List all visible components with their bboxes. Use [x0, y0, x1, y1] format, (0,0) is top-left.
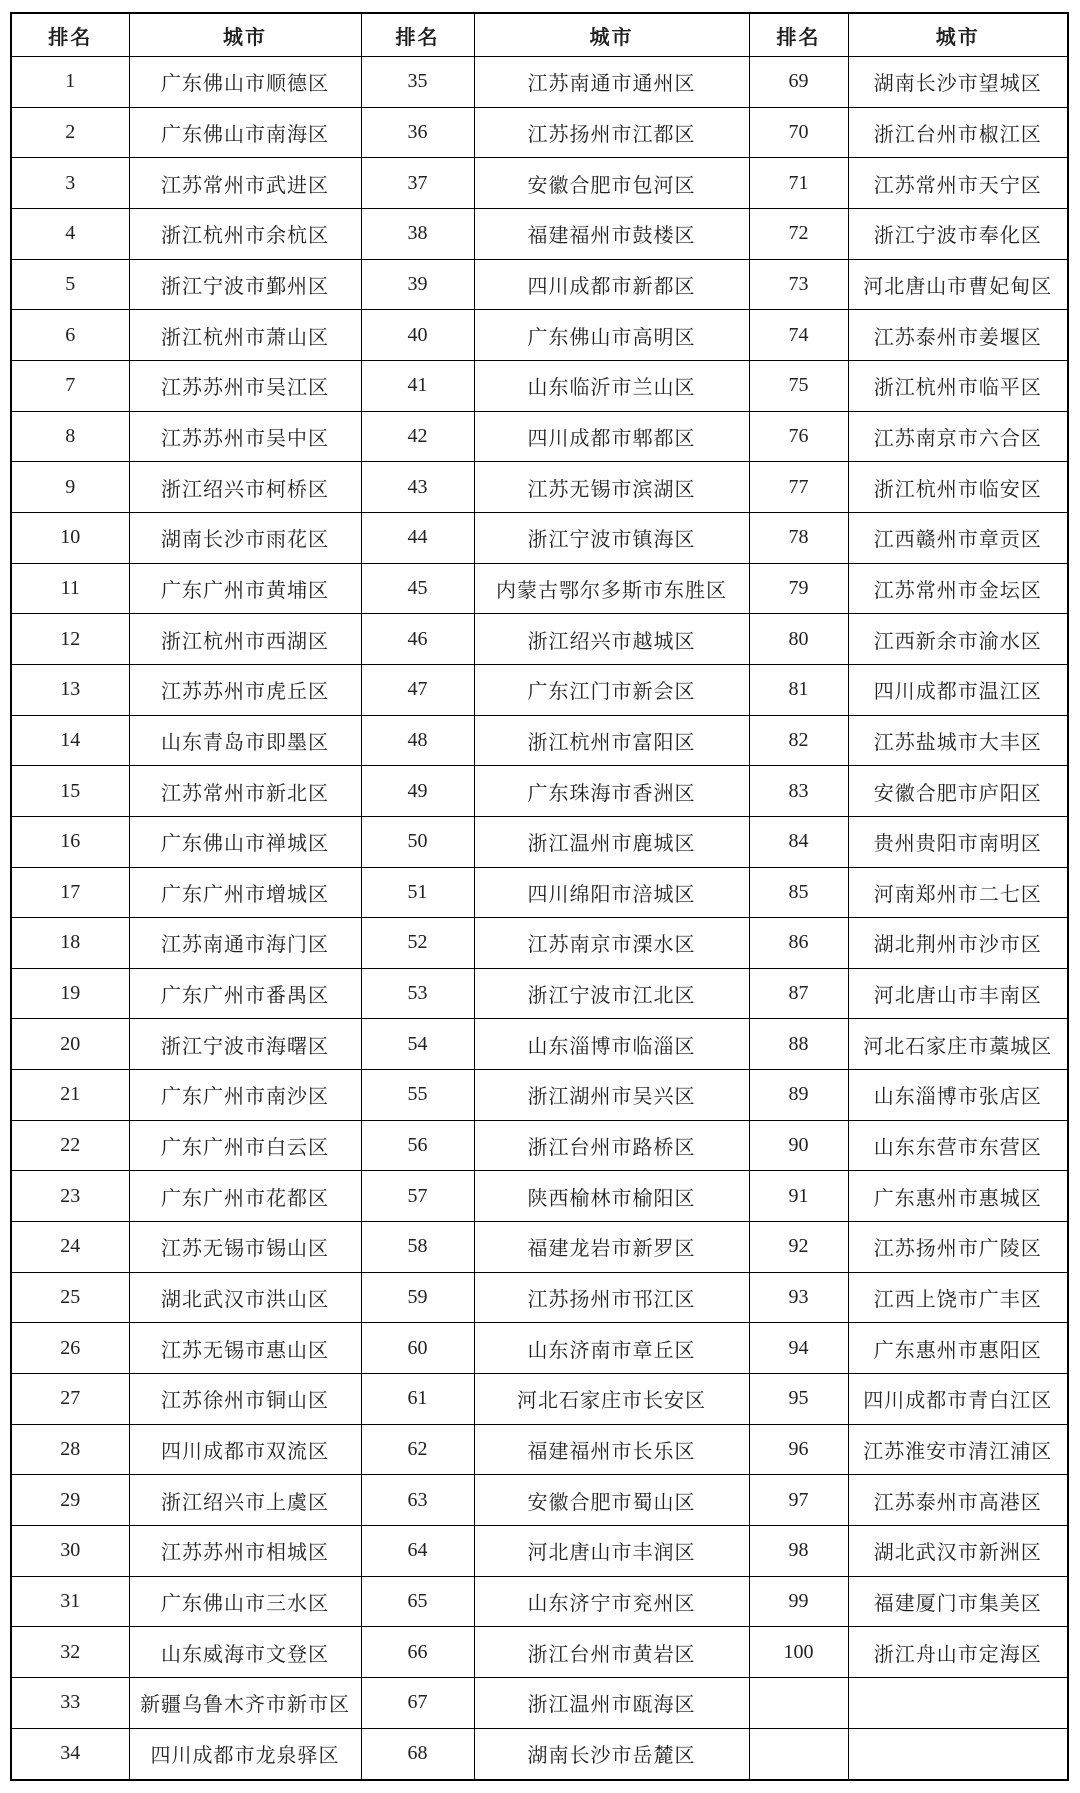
rank-cell: 34: [11, 1728, 129, 1780]
rank-cell: 18: [11, 918, 129, 969]
table-row: [11, 1272, 1068, 1323]
header-rank-col1: 排名: [11, 13, 129, 57]
rank-cell: 31: [11, 1576, 129, 1627]
table-row: [11, 107, 1068, 158]
table-row: [11, 715, 1068, 766]
city-ranking-table: [10, 12, 1069, 1781]
city-cell: 湖北荆州市沙市区: [848, 918, 1068, 969]
table-row: [11, 918, 1068, 969]
table-row: [11, 867, 1068, 918]
rank-cell: 40: [361, 310, 474, 361]
rank-cell: 47: [361, 664, 474, 715]
city-cell: 江苏扬州市广陵区: [848, 1222, 1068, 1273]
rank-cell: 60: [361, 1323, 474, 1374]
city-cell: 福建福州市鼓楼区: [474, 208, 749, 259]
city-cell: 浙江宁波市鄞州区: [129, 259, 361, 310]
city-cell: 江苏无锡市锡山区: [129, 1222, 361, 1273]
city-cell: 浙江台州市椒江区: [848, 107, 1068, 158]
rank-cell: 21: [11, 1070, 129, 1121]
rank-cell: 67: [361, 1678, 474, 1729]
city-cell: 内蒙古鄂尔多斯市东胜区: [474, 563, 749, 614]
city-cell: 浙江绍兴市越城区: [474, 614, 749, 665]
city-cell: 江苏常州市新北区: [129, 766, 361, 817]
city-cell: 山东淄博市临淄区: [474, 1019, 749, 1070]
city-cell: 浙江绍兴市柯桥区: [129, 462, 361, 513]
rank-cell: 35: [361, 57, 474, 108]
rank-cell: 9: [11, 462, 129, 513]
city-cell: 新疆乌鲁木齐市新市区: [129, 1678, 361, 1729]
city-cell: 江苏苏州市相城区: [129, 1526, 361, 1577]
table-row: [11, 1070, 1068, 1121]
rank-cell: 45: [361, 563, 474, 614]
city-cell: 山东青岛市即墨区: [129, 715, 361, 766]
city-cell: 河南郑州市二七区: [848, 867, 1068, 918]
city-cell: 山东济宁市兖州区: [474, 1576, 749, 1627]
city-cell: 浙江宁波市江北区: [474, 968, 749, 1019]
rank-cell: 29: [11, 1475, 129, 1526]
city-cell: 浙江湖州市吴兴区: [474, 1070, 749, 1121]
city-cell: 四川成都市新都区: [474, 259, 749, 310]
rank-cell: 30: [11, 1526, 129, 1577]
city-cell: 四川成都市青白江区: [848, 1374, 1068, 1425]
rank-cell: 81: [749, 664, 848, 715]
rank-cell: 96: [749, 1424, 848, 1475]
rank-cell: 39: [361, 259, 474, 310]
table-row: [11, 1728, 1068, 1780]
rank-cell: 27: [11, 1374, 129, 1425]
city-cell: 河北石家庄市藁城区: [848, 1019, 1068, 1070]
rank-cell: 51: [361, 867, 474, 918]
table-row: [11, 310, 1068, 361]
rank-cell: 19: [11, 968, 129, 1019]
table-row: [11, 158, 1068, 209]
city-cell: 江苏常州市武进区: [129, 158, 361, 209]
rank-cell: 76: [749, 411, 848, 462]
table-row: [11, 512, 1068, 563]
header-rank-col3: 排名: [749, 13, 848, 57]
header-city-col3: 城市: [848, 13, 1068, 57]
table-row: [11, 816, 1068, 867]
table-row: [11, 1323, 1068, 1374]
city-cell: 四川成都市温江区: [848, 664, 1068, 715]
table-row: [11, 462, 1068, 513]
city-cell: 浙江舟山市定海区: [848, 1627, 1068, 1678]
rank-cell: 15: [11, 766, 129, 817]
rank-cell: 73: [749, 259, 848, 310]
table-row: [11, 1475, 1068, 1526]
rank-cell: 43: [361, 462, 474, 513]
rank-cell: 57: [361, 1171, 474, 1222]
rank-cell: 70: [749, 107, 848, 158]
rank-cell: 82: [749, 715, 848, 766]
rank-cell: 59: [361, 1272, 474, 1323]
city-cell: 浙江杭州市临平区: [848, 360, 1068, 411]
rank-cell: 79: [749, 563, 848, 614]
table-row: [11, 1171, 1068, 1222]
city-cell: 安徽合肥市包河区: [474, 158, 749, 209]
rank-cell: 38: [361, 208, 474, 259]
rank-cell: 37: [361, 158, 474, 209]
rank-cell: 94: [749, 1323, 848, 1374]
rank-cell: 91: [749, 1171, 848, 1222]
rank-cell: 99: [749, 1576, 848, 1627]
rank-cell: 2: [11, 107, 129, 158]
city-cell: 江苏泰州市姜堰区: [848, 310, 1068, 361]
city-cell: 浙江杭州市西湖区: [129, 614, 361, 665]
city-cell: 江西赣州市章贡区: [848, 512, 1068, 563]
city-cell: 浙江绍兴市上虞区: [129, 1475, 361, 1526]
rank-cell: 63: [361, 1475, 474, 1526]
rank-cell: 3: [11, 158, 129, 209]
city-cell: 江西新余市渝水区: [848, 614, 1068, 665]
rank-cell: 26: [11, 1323, 129, 1374]
rank-cell: 62: [361, 1424, 474, 1475]
city-cell: 浙江杭州市临安区: [848, 462, 1068, 513]
rank-cell: 61: [361, 1374, 474, 1425]
rank-cell: 16: [11, 816, 129, 867]
city-cell: 山东威海市文登区: [129, 1627, 361, 1678]
city-cell: 广东江门市新会区: [474, 664, 749, 715]
rank-cell: 93: [749, 1272, 848, 1323]
city-cell: 湖北武汉市洪山区: [129, 1272, 361, 1323]
rank-cell: 72: [749, 208, 848, 259]
rank-cell: 13: [11, 664, 129, 715]
city-cell: 广东广州市南沙区: [129, 1070, 361, 1121]
city-cell: 河北唐山市丰南区: [848, 968, 1068, 1019]
table-row: [11, 1019, 1068, 1070]
rank-cell: 11: [11, 563, 129, 614]
table-row: [11, 57, 1068, 108]
city-cell: 河北唐山市曹妃甸区: [848, 259, 1068, 310]
city-cell: 广东佛山市禅城区: [129, 816, 361, 867]
city-cell: 广东广州市白云区: [129, 1120, 361, 1171]
table-row: [11, 259, 1068, 310]
city-cell: 广东广州市番禺区: [129, 968, 361, 1019]
city-cell: 广东惠州市惠城区: [848, 1171, 1068, 1222]
city-cell: 江苏南京市六合区: [848, 411, 1068, 462]
rank-cell: 42: [361, 411, 474, 462]
table-row: [11, 1526, 1068, 1577]
rank-cell: 77: [749, 462, 848, 513]
rank-cell: 97: [749, 1475, 848, 1526]
city-cell: 贵州贵阳市南明区: [848, 816, 1068, 867]
table-row: [11, 360, 1068, 411]
rank-cell: 28: [11, 1424, 129, 1475]
rank-cell: 88: [749, 1019, 848, 1070]
city-cell: 江苏南京市溧水区: [474, 918, 749, 969]
city-cell: 江苏扬州市邗江区: [474, 1272, 749, 1323]
city-cell: 湖北武汉市新洲区: [848, 1526, 1068, 1577]
city-cell: 四川绵阳市涪城区: [474, 867, 749, 918]
rank-cell: 95: [749, 1374, 848, 1425]
city-cell: 江西上饶市广丰区: [848, 1272, 1068, 1323]
rank-cell: 50: [361, 816, 474, 867]
rank-cell: 48: [361, 715, 474, 766]
rank-cell: 14: [11, 715, 129, 766]
city-cell: 河北石家庄市长安区: [474, 1374, 749, 1425]
rank-cell: 20: [11, 1019, 129, 1070]
rank-cell: 64: [361, 1526, 474, 1577]
city-cell: 江苏常州市天宁区: [848, 158, 1068, 209]
city-cell: 安徽合肥市庐阳区: [848, 766, 1068, 817]
rank-cell: [749, 1678, 848, 1729]
rank-cell: 68: [361, 1728, 474, 1780]
city-cell: 江苏泰州市高港区: [848, 1475, 1068, 1526]
city-cell: 广东佛山市南海区: [129, 107, 361, 158]
city-cell: [848, 1678, 1068, 1729]
rank-cell: 83: [749, 766, 848, 817]
rank-cell: 32: [11, 1627, 129, 1678]
city-cell: 浙江温州市鹿城区: [474, 816, 749, 867]
city-cell: 江苏南通市海门区: [129, 918, 361, 969]
rank-cell: 24: [11, 1222, 129, 1273]
city-cell: 山东临沂市兰山区: [474, 360, 749, 411]
rank-cell: 23: [11, 1171, 129, 1222]
rank-cell: 75: [749, 360, 848, 411]
table-row: [11, 1120, 1068, 1171]
rank-cell: 54: [361, 1019, 474, 1070]
city-cell: 浙江杭州市富阳区: [474, 715, 749, 766]
city-cell: 江苏南通市通州区: [474, 57, 749, 108]
table-row: [11, 1222, 1068, 1273]
rank-cell: 41: [361, 360, 474, 411]
rank-cell: 25: [11, 1272, 129, 1323]
city-cell: 江苏常州市金坛区: [848, 563, 1068, 614]
city-cell: [848, 1728, 1068, 1780]
city-cell: 四川成都市郫都区: [474, 411, 749, 462]
rank-cell: 74: [749, 310, 848, 361]
rank-cell: 86: [749, 918, 848, 969]
rank-cell: 65: [361, 1576, 474, 1627]
city-cell: 江苏苏州市吴江区: [129, 360, 361, 411]
city-cell: 山东济南市章丘区: [474, 1323, 749, 1374]
rank-cell: 92: [749, 1222, 848, 1273]
city-cell: 陕西榆林市榆阳区: [474, 1171, 749, 1222]
rank-cell: 1: [11, 57, 129, 108]
table-row: [11, 1424, 1068, 1475]
city-cell: 四川成都市双流区: [129, 1424, 361, 1475]
city-cell: 河北唐山市丰润区: [474, 1526, 749, 1577]
city-cell: 江苏徐州市铜山区: [129, 1374, 361, 1425]
rank-cell: 84: [749, 816, 848, 867]
rank-cell: 80: [749, 614, 848, 665]
table-header: [11, 13, 1068, 57]
table-row: [11, 411, 1068, 462]
table-row: [11, 208, 1068, 259]
rank-cell: 49: [361, 766, 474, 817]
city-cell: 湖南长沙市望城区: [848, 57, 1068, 108]
city-cell: 浙江杭州市萧山区: [129, 310, 361, 361]
city-cell: 福建龙岩市新罗区: [474, 1222, 749, 1273]
city-cell: 江苏苏州市虎丘区: [129, 664, 361, 715]
city-cell: 广东广州市花都区: [129, 1171, 361, 1222]
rank-cell: 53: [361, 968, 474, 1019]
city-cell: 江苏扬州市江都区: [474, 107, 749, 158]
rank-cell: 46: [361, 614, 474, 665]
rank-cell: 17: [11, 867, 129, 918]
rank-cell: 52: [361, 918, 474, 969]
table-row: [11, 1374, 1068, 1425]
city-cell: 浙江宁波市镇海区: [474, 512, 749, 563]
rank-cell: 36: [361, 107, 474, 158]
rank-cell: 6: [11, 310, 129, 361]
header-city-col1: 城市: [129, 13, 361, 57]
rank-cell: 98: [749, 1526, 848, 1577]
rank-cell: 33: [11, 1678, 129, 1729]
rank-cell: 66: [361, 1627, 474, 1678]
city-cell: 浙江温州市瓯海区: [474, 1678, 749, 1729]
rank-cell: 69: [749, 57, 848, 108]
city-cell: 广东佛山市顺德区: [129, 57, 361, 108]
city-cell: 江苏无锡市惠山区: [129, 1323, 361, 1374]
table-row: [11, 664, 1068, 715]
rank-cell: 78: [749, 512, 848, 563]
city-cell: 广东广州市黄埔区: [129, 563, 361, 614]
city-cell: 广东佛山市三水区: [129, 1576, 361, 1627]
rank-cell: 8: [11, 411, 129, 462]
city-cell: 江苏无锡市滨湖区: [474, 462, 749, 513]
city-cell: 浙江宁波市海曙区: [129, 1019, 361, 1070]
rank-cell: 10: [11, 512, 129, 563]
city-cell: 浙江杭州市余杭区: [129, 208, 361, 259]
city-cell: 湖南长沙市岳麓区: [474, 1728, 749, 1780]
rank-cell: 87: [749, 968, 848, 1019]
table-row: [11, 563, 1068, 614]
city-cell: 安徽合肥市蜀山区: [474, 1475, 749, 1526]
rank-cell: 56: [361, 1120, 474, 1171]
rank-cell: 5: [11, 259, 129, 310]
city-cell: 广东广州市增城区: [129, 867, 361, 918]
rank-cell: 58: [361, 1222, 474, 1273]
rank-cell: 100: [749, 1627, 848, 1678]
table-row: [11, 1627, 1068, 1678]
city-cell: 四川成都市龙泉驿区: [129, 1728, 361, 1780]
city-cell: 福建厦门市集美区: [848, 1576, 1068, 1627]
header-rank-col2: 排名: [361, 13, 474, 57]
table-row: [11, 614, 1068, 665]
city-cell: 广东惠州市惠阳区: [848, 1323, 1068, 1374]
table-row: [11, 1678, 1068, 1729]
city-cell: 湖南长沙市雨花区: [129, 512, 361, 563]
rank-cell: 71: [749, 158, 848, 209]
rank-cell: 89: [749, 1070, 848, 1121]
city-cell: 浙江台州市黄岩区: [474, 1627, 749, 1678]
rank-cell: 90: [749, 1120, 848, 1171]
rank-cell: 4: [11, 208, 129, 259]
rank-cell: 12: [11, 614, 129, 665]
city-cell: 山东淄博市张店区: [848, 1070, 1068, 1121]
city-cell: 福建福州市长乐区: [474, 1424, 749, 1475]
header-row: [11, 13, 1068, 57]
city-cell: 山东东营市东营区: [848, 1120, 1068, 1171]
city-cell: 江苏苏州市吴中区: [129, 411, 361, 462]
table-body: [11, 57, 1068, 1781]
city-cell: 广东佛山市高明区: [474, 310, 749, 361]
rank-cell: 7: [11, 360, 129, 411]
city-cell: 浙江台州市路桥区: [474, 1120, 749, 1171]
table-row: [11, 968, 1068, 1019]
city-cell: 江苏淮安市清江浦区: [848, 1424, 1068, 1475]
rank-cell: 55: [361, 1070, 474, 1121]
rank-cell: [749, 1728, 848, 1780]
header-city-col2: 城市: [474, 13, 749, 57]
city-cell: 广东珠海市香洲区: [474, 766, 749, 817]
table-row: [11, 766, 1068, 817]
city-cell: 江苏盐城市大丰区: [848, 715, 1068, 766]
city-cell: 浙江宁波市奉化区: [848, 208, 1068, 259]
rank-cell: 44: [361, 512, 474, 563]
table-row: [11, 1576, 1068, 1627]
rank-cell: 22: [11, 1120, 129, 1171]
rank-cell: 85: [749, 867, 848, 918]
